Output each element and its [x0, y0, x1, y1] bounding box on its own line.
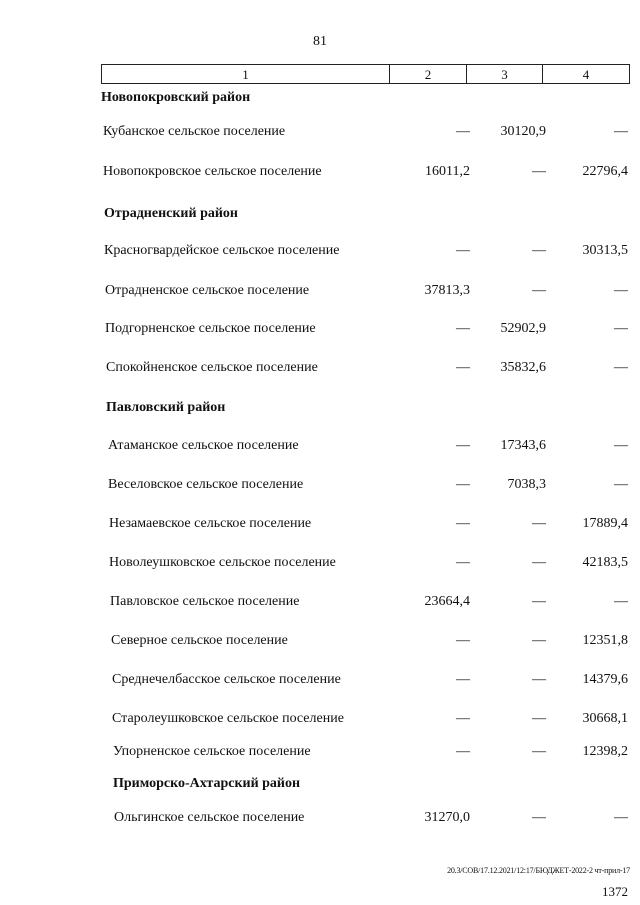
cell-col-4: —	[614, 321, 628, 336]
cell-col-3: —	[532, 164, 546, 179]
table-header	[101, 64, 630, 84]
settlement-name: Среднечелбасское сельское поселение	[112, 672, 341, 687]
header-col-4: 4	[582, 67, 590, 82]
table-row	[0, 477, 640, 499]
cell-col-2: —	[456, 360, 470, 375]
settlement-name: Красногвардейское сельское поселение	[104, 243, 340, 258]
cell-col-2: —	[456, 243, 470, 258]
settlement-name: Старолеушковское сельское поселение	[112, 711, 344, 726]
district-heading: Приморско-Ахтарский район	[113, 776, 301, 791]
district-heading: Новопокровский район	[101, 90, 251, 105]
cell-col-2: —	[456, 672, 470, 687]
district-heading: Отрадненский район	[104, 206, 238, 221]
cell-col-2: —	[456, 633, 470, 648]
cell-col-3: —	[532, 555, 546, 570]
table-row	[0, 594, 640, 616]
cell-col-4: 42183,5	[582, 555, 628, 570]
cell-col-2: —	[456, 711, 470, 726]
district-heading-row	[0, 206, 640, 228]
cell-col-4: 22796,4	[582, 164, 628, 179]
settlement-name: Северное сельское поселение	[111, 633, 288, 648]
header-col-3: 3	[501, 67, 508, 82]
header-col-2: 2	[424, 67, 432, 82]
cell-col-3: 30120,9	[500, 124, 546, 139]
header-col-1: 1	[242, 67, 249, 82]
settlement-name: Кубанское сельское поселение	[103, 124, 286, 139]
cell-col-3: 17343,6	[500, 438, 546, 453]
cell-col-2: —	[456, 124, 470, 139]
table-row	[0, 672, 640, 694]
table-row	[0, 744, 640, 766]
cell-col-3: —	[532, 283, 546, 298]
district-heading-row	[0, 776, 640, 798]
settlement-name: Атаманское сельское поселение	[108, 438, 299, 453]
cell-col-4: —	[614, 124, 628, 139]
settlement-name: Спокойненское сельское поселение	[106, 360, 318, 375]
cell-col-3: —	[532, 711, 546, 726]
table-row	[0, 283, 640, 305]
cell-col-4: —	[614, 283, 628, 298]
cell-col-2: 23664,4	[424, 594, 470, 609]
district-heading: Павловский район	[106, 400, 226, 415]
table-row	[0, 360, 640, 382]
cell-col-4: —	[614, 360, 628, 375]
document-footer-code: 20.3/СОВ/17.12.2021/12:17/БЮДЖЕТ-2022-2 чт-прил-17	[447, 866, 630, 875]
cell-col-3: 35832,6	[500, 360, 546, 375]
table-row	[0, 810, 640, 832]
cell-col-4: 12351,8	[582, 633, 628, 648]
cell-col-3: —	[532, 243, 546, 258]
cell-col-2: —	[456, 438, 470, 453]
cell-col-2: 16011,2	[425, 164, 470, 179]
settlement-name: Упорненское сельское поселение	[113, 744, 311, 759]
cell-col-3: 52902,9	[500, 321, 546, 336]
cell-col-2: —	[456, 516, 470, 531]
cell-col-4: —	[614, 594, 628, 609]
settlement-name: Подгорненское сельское поселение	[105, 321, 316, 336]
cell-col-4: —	[614, 477, 628, 492]
cell-col-4: 30668,1	[582, 711, 628, 726]
cell-col-3: —	[532, 633, 546, 648]
table-row	[0, 633, 640, 655]
table-row	[0, 164, 640, 186]
page-number: 81	[313, 34, 327, 49]
cell-col-4: 30313,5	[582, 243, 628, 258]
table-row	[0, 516, 640, 538]
table-row	[0, 438, 640, 460]
cell-col-4: —	[614, 438, 628, 453]
settlement-name: Павловское сельское поселение	[110, 594, 300, 609]
district-heading-row	[0, 400, 640, 422]
cell-col-2: 31270,0	[424, 810, 470, 825]
table-row	[0, 124, 640, 146]
cell-col-3: —	[532, 516, 546, 531]
cell-col-2: —	[456, 555, 470, 570]
cell-col-3: —	[532, 744, 546, 759]
table-row	[0, 555, 640, 577]
cell-col-3: —	[532, 810, 546, 825]
table-row	[0, 711, 640, 733]
table-row	[0, 321, 640, 343]
cell-col-3: —	[532, 672, 546, 687]
cell-col-4: 14379,6	[582, 672, 628, 687]
cell-col-2: —	[456, 744, 470, 759]
cell-col-2: 37813,3	[424, 283, 470, 298]
district-heading-row	[0, 90, 640, 112]
settlement-name: Ольгинское сельское поселение	[114, 810, 305, 825]
cell-col-3: —	[532, 594, 546, 609]
cell-col-3: 7038,3	[507, 477, 546, 492]
cell-col-4: —	[614, 810, 628, 825]
cell-col-4: 12398,2	[582, 744, 628, 759]
cell-col-2: —	[456, 321, 470, 336]
settlement-name: Незамаевское сельское поселение	[109, 516, 312, 531]
settlement-name: Отрадненское сельское поселение	[105, 283, 310, 298]
cell-col-2: —	[456, 477, 470, 492]
sheet-number: 1372	[602, 884, 628, 899]
cell-col-4: 17889,4	[582, 516, 628, 531]
settlement-name: Новолеушковское сельское поселение	[109, 555, 336, 570]
table-row	[0, 243, 640, 265]
settlement-name: Новопокровское сельское поселение	[103, 164, 322, 179]
settlement-name: Веселовское сельское поселение	[108, 477, 304, 492]
